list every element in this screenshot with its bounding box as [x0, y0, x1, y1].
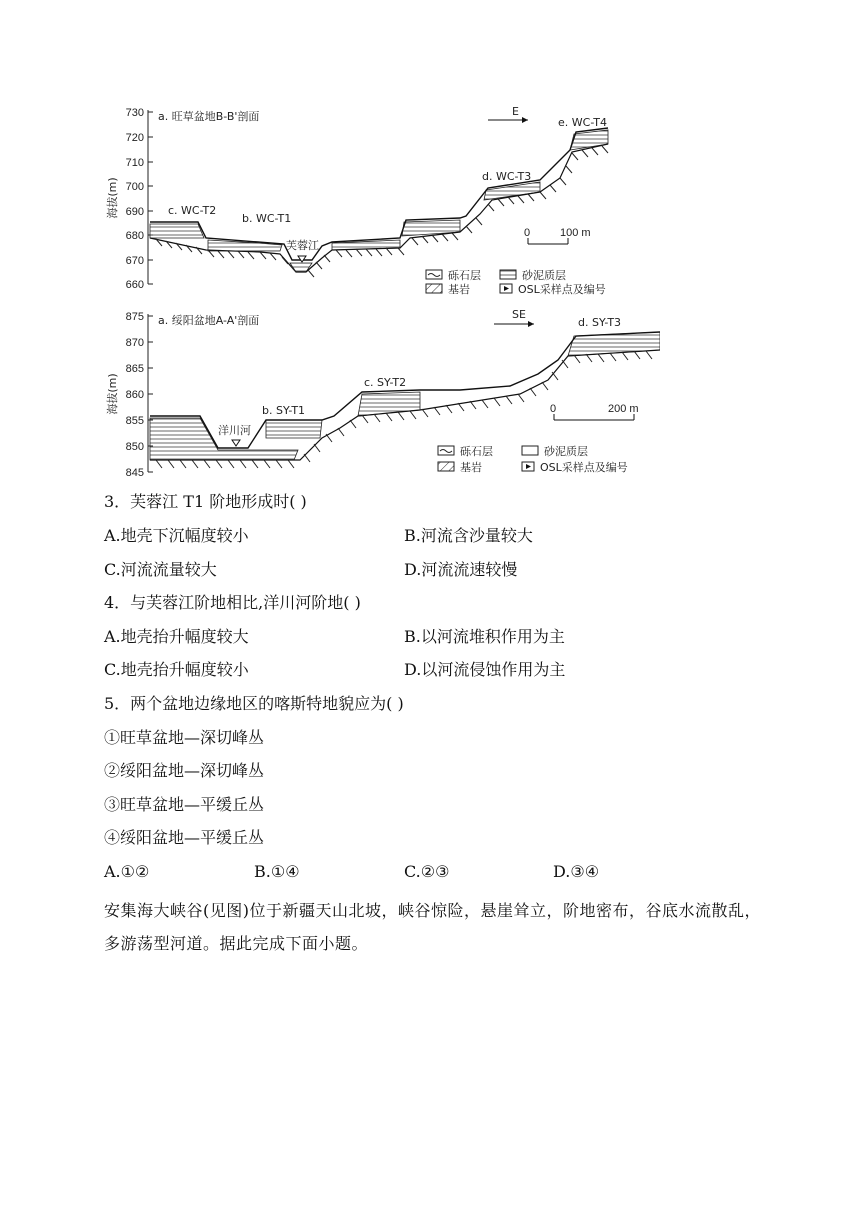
- question-5-statement: ②绥阳盆地—深切峰丛: [104, 761, 265, 780]
- y-tick: 680: [125, 230, 144, 242]
- question-4-stem: 4．与芙蓉江阶地相比,洋川河阶地( ): [104, 593, 361, 612]
- direction-label: E: [512, 105, 519, 118]
- terrace-profile-figure: [100, 98, 660, 482]
- y-tick: 860: [125, 389, 144, 401]
- legend-gravel: 砾石层: [448, 269, 481, 282]
- terrace-label: c. WC-T2: [168, 204, 217, 217]
- bottom-profile: [105, 308, 660, 479]
- river-label: 芙蓉江: [286, 239, 319, 252]
- terrace-label: d. WC-T3: [482, 170, 532, 183]
- question-4-option-a: A.地壳抬升幅度较大: [104, 627, 249, 646]
- question-5-stem: 5．两个盆地边缘地区的喀斯特地貌应为( ): [104, 694, 404, 713]
- legend-bedrock: 基岩: [448, 283, 470, 296]
- question-4-option-c: C.地壳抬升幅度较小: [104, 660, 249, 679]
- question-4-option-d: D.以河流侵蚀作用为主: [404, 660, 566, 679]
- terrace-label: d. SY-T3: [578, 316, 622, 329]
- terrace-label: b. WC-T1: [242, 212, 292, 225]
- y-tick: 660: [125, 279, 144, 291]
- y-tick: 690: [125, 206, 144, 218]
- river-label: 洋川河: [218, 424, 251, 437]
- question-5-statement: ①旺草盆地—深切峰丛: [104, 728, 265, 747]
- question-5-option-c: C.②③: [404, 862, 450, 881]
- y-tick: 720: [125, 132, 144, 144]
- top-profile: [105, 105, 608, 296]
- scale-length: 100 m: [560, 227, 591, 239]
- question-3-option-d: D.河流流速较慢: [404, 560, 518, 579]
- profile-title: a. 旺草盆地B-B'剖面: [158, 110, 260, 123]
- legend-sand: 砂泥质层: [522, 269, 566, 282]
- y-tick: 700: [125, 181, 144, 193]
- scale-length: 200 m: [608, 403, 639, 415]
- question-3-option-b: B.河流含沙量较大: [404, 526, 533, 545]
- direction-label: SE: [512, 308, 526, 321]
- y-tick: 870: [125, 337, 144, 349]
- y-tick: 670: [125, 255, 144, 267]
- y-tick: 850: [125, 441, 144, 453]
- top-y-axis-ticks: [126, 107, 153, 291]
- y-axis-label: 海拔(m): [106, 177, 119, 219]
- reading-passage: 安集海大峡谷(见图)位于新疆天山北坡，峡谷惊险，悬崖耸立，阶地密布，谷底水流散乱，多游荡型河道。据此完成下面小题。: [104, 901, 761, 953]
- legend-sand: 砂泥质层: [544, 445, 588, 458]
- terrace-label: b. SY-T1: [262, 404, 306, 417]
- bottom-legend: [438, 444, 628, 474]
- legend-gravel: 砾石层: [460, 445, 493, 458]
- question-5-option-b: B.①④: [254, 862, 300, 881]
- y-tick: 875: [125, 311, 144, 323]
- top-legend: [426, 268, 606, 296]
- scale-zero: 0: [550, 403, 557, 415]
- y-tick: 710: [125, 157, 144, 169]
- y-tick: 730: [125, 107, 144, 119]
- terrace-label: e. WC-T4: [558, 116, 607, 129]
- y-tick: 845: [125, 467, 144, 479]
- scale-zero: 0: [524, 227, 531, 239]
- legend-bedrock: 基岩: [460, 461, 482, 474]
- y-axis-label: 海拔(m): [106, 373, 119, 415]
- terrace-label: c. SY-T2: [364, 376, 407, 389]
- question-4-option-b: B.以河流堆积作用为主: [404, 627, 565, 646]
- y-tick: 855: [125, 415, 144, 427]
- legend-osl: OSL采样点及编号: [518, 283, 606, 296]
- legend-osl: OSL采样点及编号: [540, 461, 628, 474]
- question-5-option-d: D.③④: [553, 862, 600, 881]
- question-5-statement: ④绥阳盆地—平缓丘丛: [104, 828, 265, 847]
- question-5-statement: ③旺草盆地—平缓丘丛: [104, 795, 265, 814]
- question-3-stem: 3．芙蓉江 T1 阶地形成时( ): [104, 492, 307, 511]
- question-3-option-c: C.河流流量较大: [104, 560, 217, 579]
- profile-title: a. 绥阳盆地A-A'剖面: [158, 314, 260, 327]
- bottom-y-axis-ticks: [126, 311, 153, 479]
- question-5-option-a: A.①②: [104, 862, 150, 881]
- question-3-option-a: A.地壳下沉幅度较小: [104, 526, 249, 545]
- y-tick: 865: [125, 363, 144, 375]
